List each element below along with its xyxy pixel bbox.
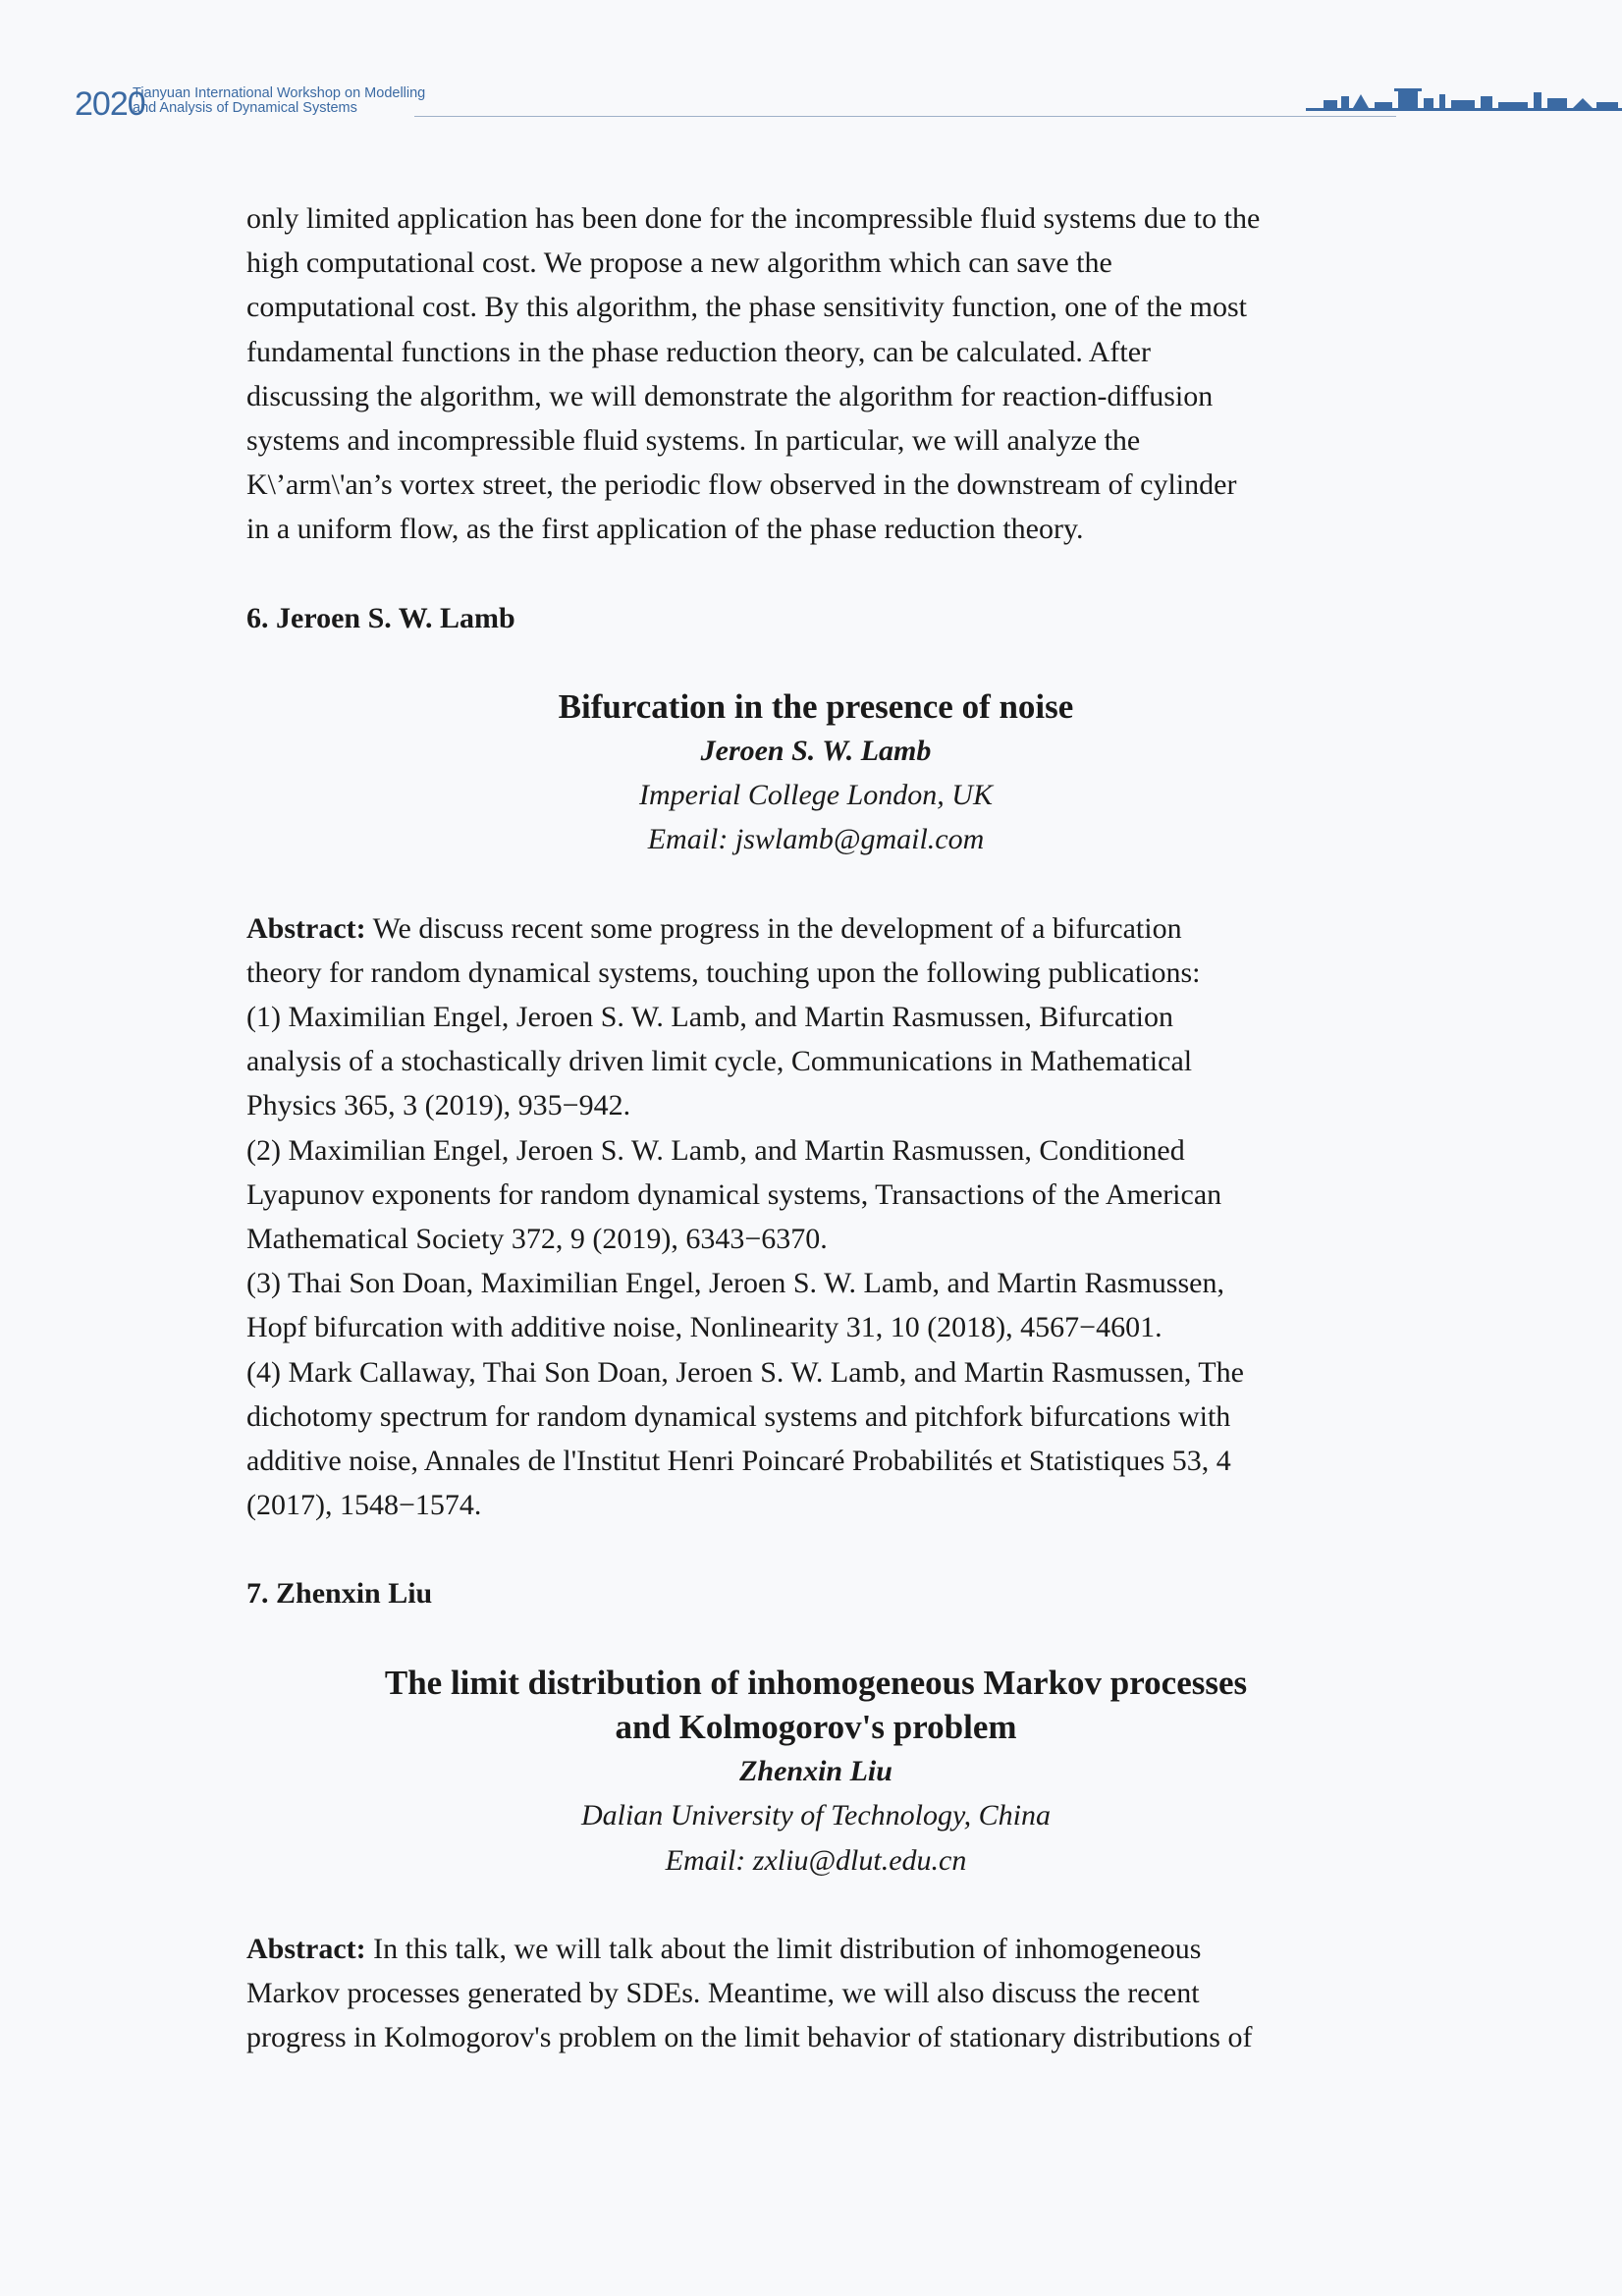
text-line: In this talk, we will talk about the limit distribution of inhomogeneous bbox=[365, 1932, 1202, 1965]
abstract-label: Abstract: bbox=[246, 911, 366, 945]
talk6-abstract bbox=[246, 906, 1385, 1528]
text-line: Hopf bifurcation with additive noise, Nonlinearity 31, 10 (2018), 4567−4601. bbox=[246, 1311, 1162, 1344]
text-line: K\’arm\'an’s vortex street, the periodic flow observed in the downstream of cylinder bbox=[246, 468, 1237, 502]
text-line: high computational cost. We propose a new algorithm which can save the bbox=[246, 246, 1112, 280]
talk7-affiliation: Dalian University of Technology, China bbox=[580, 1799, 1052, 1832]
talk6-affiliation: Imperial College London, UK bbox=[639, 779, 993, 812]
text-line: systems and incompressible fluid systems. In particular, we will analyze the bbox=[246, 424, 1141, 458]
text-line: (4) Mark Callaway, Thai Son Doan, Jeroen S. W. Lamb, and Martin Rasmussen, The bbox=[246, 1355, 1244, 1389]
text-line: (2017), 1548−1574. bbox=[246, 1489, 482, 1522]
text-line: discussing the algorithm, we will demonstrate the algorithm for reaction-diffusion bbox=[246, 379, 1214, 412]
text-line: Lyapunov exponents for random dynamical systems, Transactions of the American bbox=[246, 1177, 1222, 1211]
talk6-title: Bifurcation in the presence of noise bbox=[558, 686, 1074, 726]
text-line: theory for random dynamical systems, touching upon the following publications: bbox=[246, 956, 1201, 989]
talk6-speaker-heading: 6. Jeroen S. W. Lamb bbox=[246, 601, 515, 634]
header-year: 2020 bbox=[75, 85, 145, 123]
header-rule bbox=[414, 116, 1396, 117]
talk6-email: Email: jswlamb@gmail.com bbox=[647, 823, 985, 856]
talk7-title-line-1: The limit distribution of inhomogeneous Markov processes bbox=[384, 1663, 1248, 1702]
page-content bbox=[246, 196, 1385, 2059]
text-line: analysis of a stochastically driven limit cycle, Communications in Mathematical bbox=[246, 1045, 1193, 1078]
skyline-logo-icon bbox=[1304, 81, 1622, 120]
header-line-2: and Analysis of Dynamical Systems bbox=[133, 100, 357, 116]
text-line: in a uniform flow, as the first application of the phase reduction theory. bbox=[246, 513, 1084, 546]
text-line: (2) Maximilian Engel, Jeroen S. W. Lamb, and Martin Rasmussen, Conditioned bbox=[246, 1133, 1185, 1167]
talk7-email: Email: zxliu@dlut.edu.cn bbox=[665, 1843, 967, 1877]
header-title bbox=[133, 86, 425, 116]
text-line: dichotomy spectrum for random dynamical systems and pitchfork bifurcations with bbox=[246, 1399, 1231, 1433]
text-line: (1) Maximilian Engel, Jeroen S. W. Lamb, and Martin Rasmussen, Bifurcation bbox=[246, 1001, 1174, 1034]
text-line: fundamental functions in the phase reduction theory, can be calculated. After bbox=[246, 335, 1152, 368]
text-line: only limited application has been done for the incompressible fluid systems due to the bbox=[246, 202, 1261, 235]
header-line-1: Tianyuan International Workshop on Modelling bbox=[133, 85, 426, 101]
talk7-title-line-2: and Kolmogorov's problem bbox=[615, 1707, 1017, 1746]
text-line: We discuss recent some progress in the development of a bifurcation bbox=[365, 911, 1182, 945]
text-line: Physics 365, 3 (2019), 935−942. bbox=[246, 1089, 631, 1122]
text-line: computational cost. By this algorithm, the phase sensitivity function, one of the most bbox=[246, 291, 1248, 324]
talk6-author: Jeroen S. W. Lamb bbox=[700, 735, 932, 768]
talk7-author: Zhenxin Liu bbox=[739, 1755, 892, 1788]
text-line: (3) Thai Son Doan, Maximilian Engel, Jeroen S. W. Lamb, and Martin Rasmussen, bbox=[246, 1267, 1224, 1300]
intro-paragraph bbox=[246, 196, 1385, 552]
text-line: additive noise, Annales de l'Institut Henri Poincaré Probabilités et Statistiques 53, 4 bbox=[246, 1445, 1231, 1478]
abstract-label: Abstract: bbox=[246, 1932, 366, 1965]
text-line: Markov processes generated by SDEs. Meantime, we will also discuss the recent bbox=[246, 1976, 1200, 2009]
text-line: progress in Kolmogorov's problem on the limit behavior of stationary distributions of bbox=[246, 2021, 1253, 2054]
text-line: Mathematical Society 372, 9 (2019), 6343−6370. bbox=[246, 1223, 828, 1256]
talk7-speaker-heading: 7. Zhenxin Liu bbox=[246, 1577, 433, 1611]
page-header bbox=[75, 81, 1551, 126]
talk7-abstract bbox=[246, 1927, 1385, 2060]
